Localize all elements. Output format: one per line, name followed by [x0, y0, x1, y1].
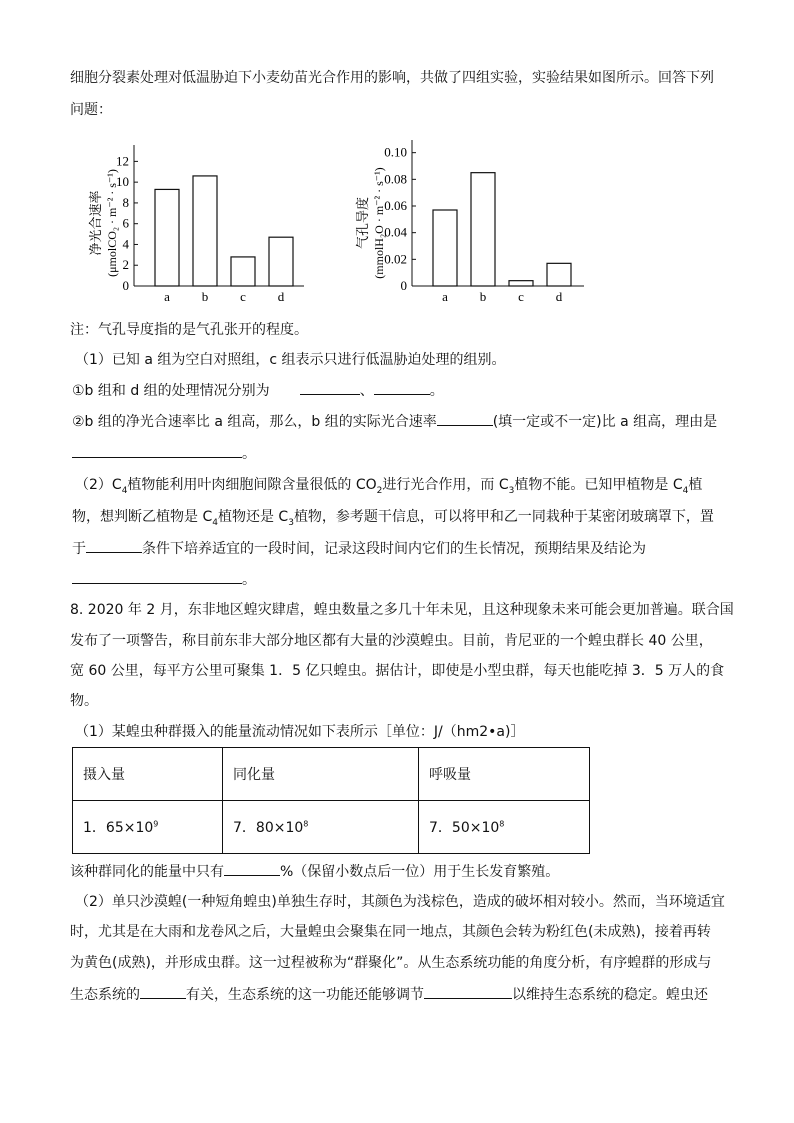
p8-q2-line-2: 时，尤其是在大雨和龙卷风之后，大量蝗虫会聚集在同一地点，其颜色会转为粉红色(未成熟)，接着再转 — [70, 924, 711, 940]
y-tick-label: 6 — [122, 215, 129, 231]
p8-q2-line-3: 为黄色(成熟)，并形成虫群。这一过程被称为“群聚化”。从生态系统功能的角度分析，有序蝗群的形成与 — [70, 955, 712, 971]
y-tick-label: 0.10 — [384, 144, 407, 160]
y-tick-label: 10 — [116, 174, 129, 190]
y-tick-label: 0.06 — [384, 198, 407, 213]
table-cell: 1．$65\times 10^9$ — [73, 801, 223, 854]
p8-q2-line-1: （2）单只沙漠蝗(一种短角蝗虫)单独生存时，其颜色为浅棕色，造成的破坏相对较小。然而，当环境适宜 — [75, 894, 725, 910]
bar-d — [547, 263, 571, 286]
bar-a — [433, 210, 457, 286]
q2-line-1: $(2)C_4$植物能利用叶肉细胞间隙含量很低的 $CO_2$进行光合作用，而 $C_3$植物不能。已知甲植物是 $C_4$植 — [75, 477, 703, 496]
y-tick-label: 0.04 — [384, 224, 407, 240]
p8-line-4: 物。 — [70, 693, 98, 709]
bar-c — [231, 257, 255, 286]
x-tick-label: d — [277, 289, 285, 304]
y-tick-label: 0 — [122, 278, 129, 293]
q1-item-2-line: 。 — [72, 443, 256, 464]
y-tick-label: 8 — [122, 194, 129, 210]
q1-item-1: ①b 组和 d 组的处理情况分别为 、 。 — [72, 380, 444, 401]
y-tick-label: 0 — [400, 278, 407, 293]
chart1-ylabel-2: (μmolCO₂ · m⁻² · s⁻¹) — [105, 169, 119, 277]
intro-line-2: 问题： — [70, 102, 112, 118]
answer-blank[interactable] — [140, 984, 186, 999]
x-tick-label: a — [164, 289, 170, 304]
answer-blank[interactable] — [300, 380, 360, 395]
answer-blank[interactable] — [424, 984, 512, 999]
answer-blank[interactable] — [437, 411, 493, 426]
table-header: 呼吸量 — [419, 748, 590, 801]
stomatal-conductance-chart — [345, 128, 605, 313]
x-tick-label: b — [479, 289, 487, 304]
y-tick-label: 0.08 — [384, 171, 407, 187]
y-tick-label: 4 — [122, 236, 129, 252]
bar-a — [155, 189, 179, 286]
x-tick-label: c — [240, 289, 246, 304]
energy-table — [72, 747, 590, 854]
table-header: 同化量 — [223, 748, 419, 801]
bar-b — [193, 176, 217, 286]
q2-line-3: 于 条件下培养适宜的一段时间，记录这段时间内它们的生长情况，预期结果及结论为 — [72, 538, 646, 559]
x-tick-label: d — [555, 289, 563, 304]
table-row — [73, 748, 590, 801]
table-header: 摄入量 — [73, 748, 223, 801]
answer-blank[interactable] — [72, 569, 242, 584]
q1-stem: （1）已知 a 组为空白对照组，c 组表示只进行低温胁迫处理的组别。 — [75, 352, 506, 368]
x-tick-label: a — [442, 289, 448, 304]
x-tick-label: b — [201, 289, 209, 304]
net-photosynthesis-chart — [75, 128, 325, 313]
chart2-ylabel-1: 气孔导度 — [355, 196, 370, 250]
p8-line-1: 8. 2020 年 2 月，东非地区蝗灾肆虐，蝗虫数量之多几十年未见，且这种现象未来可能会更加普遍。联合国 — [70, 602, 734, 618]
q1-item-2: ②b 组的净光合速率比 a 组高，那么，b 组的实际光合速率 (填一定或不一定)比 a 组高，理由是 — [72, 411, 717, 432]
answer-blank[interactable] — [224, 861, 280, 876]
p8-q1-stem: （1）某蝗虫种群摄入的能量流动情况如下表所示［单位：J/（hm2•a)］ — [75, 724, 525, 740]
q2-line-4: 。 — [72, 569, 256, 590]
q2-line-2: 物，想判断乙植物是 $C_4$植物还是 $C_3$植物，参考题干信息，可以将甲和乙一同栽种于某密闭玻璃罩下，置 — [72, 509, 714, 528]
p8-line-3: 宽 60 公里，每平方公里可聚集 1．5 亿只蝗虫。据估计，即使是小型虫群，每天也能吃掉 3．5 万人的食 — [70, 663, 725, 679]
table-cell: 7．$50\times 10^8$ — [419, 801, 590, 854]
intro-line-1: 细胞分裂素处理对低温胁迫下小麦幼苗光合作用的影响，共做了四组实验，实验结果如图所示。回答下列 — [70, 70, 714, 86]
chart1-ylabel-1: 净光合速率 — [88, 190, 103, 256]
answer-blank[interactable] — [374, 380, 430, 395]
p8-after-table: 该种群同化的能量中只有 %（保留小数点后一位）用于生长发育繁殖。 — [70, 861, 559, 882]
bar-c — [509, 281, 533, 286]
answer-blank[interactable] — [86, 538, 142, 553]
chart2-ylabel-2: (mmolH₂O · m⁻² · s⁻¹) — [372, 167, 386, 279]
bar-d — [269, 237, 293, 286]
bar-b — [471, 173, 495, 286]
y-tick-label: 12 — [116, 153, 129, 169]
x-tick-label: c — [518, 289, 524, 304]
table-row — [73, 801, 590, 854]
p8-q2-line-4: 生态系统的 有关，生态系统的这一功能还能够调节 以维持生态系统的稳定。蝗虫还 — [70, 984, 708, 1005]
answer-blank[interactable] — [72, 443, 242, 458]
note: 注：气孔导度指的是气孔张开的程度。 — [70, 322, 308, 338]
p8-line-2: 发布了一项警告，称目前东非大部分地区都有大量的沙漠蝗虫。目前，肯尼亚的一个蝗虫群长 40 公里， — [70, 633, 713, 649]
y-tick-label: 2 — [122, 257, 129, 273]
table-cell: 7．$80\times 10^8$ — [223, 801, 419, 854]
y-tick-label: 0.02 — [384, 251, 407, 267]
